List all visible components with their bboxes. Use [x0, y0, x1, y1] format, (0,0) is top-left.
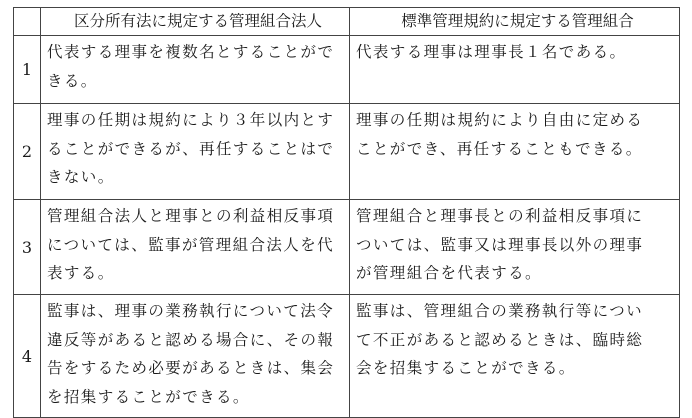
hyojun-cell: [350, 36, 680, 104]
comparison-table: [13, 7, 680, 418]
kubun-line: 表する。: [47, 264, 115, 282]
kubun-line: ることができるが、再任することはで: [47, 139, 335, 158]
table-row: [14, 200, 680, 295]
hyojun-cell: [350, 104, 680, 200]
row-number: 2: [14, 104, 41, 200]
hyojun-line: 会を招集することができる。: [356, 359, 576, 377]
kubun-line: きる。: [47, 71, 98, 90]
kubun-line: を招集することができる。: [47, 387, 250, 406]
kubun-cell: [41, 200, 350, 295]
row-number: 3: [14, 200, 41, 295]
hyojun-line: 理事の任期は規約により自由に定める: [356, 111, 644, 129]
hyojun-line: 代表する理事は理事長１名である。: [356, 43, 627, 61]
hyojun-line: 管理組合と理事長との利益相反事項に: [356, 207, 644, 225]
hyojun-line: 監事は、管理組合の業務執行等につい: [356, 302, 643, 320]
kubun-line: 理事の任期は規約により３年以内とす: [47, 111, 335, 129]
header-hyojun-cell: 標準管理規約に規定する管理組合: [350, 8, 680, 36]
hyojun-line: ついては、監事又は理事長以外の理事: [356, 235, 644, 254]
kubun-line: 告をするため必要があるときは、集会: [47, 359, 335, 377]
kubun-line: については、監事が管理組合法人を代: [47, 235, 334, 254]
row-number: 1: [14, 36, 41, 104]
kubun-cell: [41, 36, 350, 104]
kubun-line: 代表する理事を複数名とすることがで: [47, 43, 335, 61]
header-row: [14, 8, 680, 36]
hyojun-line: が管理組合を代表する。: [356, 264, 542, 282]
hyojun-cell: [350, 200, 680, 295]
kubun-cell: [41, 295, 350, 418]
table-row: [14, 36, 680, 104]
kubun-cell: [41, 104, 350, 200]
kubun-line: 管理組合法人と理事との利益相反事項: [47, 207, 335, 225]
kubun-line: きない。: [47, 168, 115, 186]
hyojun-line: ことができ、再任することもできる。: [356, 139, 643, 158]
kubun-line: 監事は、理事の業務執行について法令: [47, 302, 334, 320]
table-row: [14, 104, 680, 200]
header-kubun-cell: 区分所有法に規定する管理組合法人: [41, 8, 350, 36]
hyojun-line: て不正があると認めるときは、臨時総: [356, 330, 644, 349]
kubun-line: 違反等があると認める場合に、その報: [47, 330, 335, 349]
row-number: 4: [14, 295, 41, 418]
table-row: [14, 295, 680, 418]
header-number-cell: [14, 8, 41, 36]
hyojun-cell: [350, 295, 680, 418]
